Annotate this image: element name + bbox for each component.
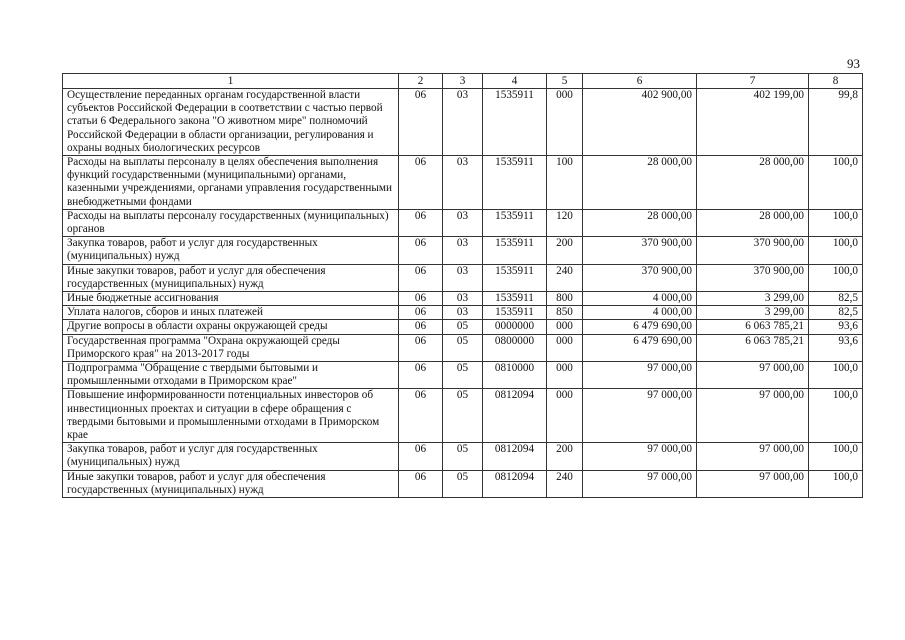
column-header: 7 [697, 74, 809, 89]
section-code-cell: 06 [399, 156, 443, 210]
executed-amount-cell: 370 900,00 [697, 264, 809, 291]
subsection-code-cell: 05 [443, 389, 483, 443]
target-item-code-cell: 1535911 [483, 156, 547, 210]
target-item-code-cell: 1535911 [483, 292, 547, 306]
expense-type-code-cell: 000 [547, 334, 583, 361]
subsection-code-cell: 03 [443, 292, 483, 306]
planned-amount-cell: 6 479 690,00 [583, 320, 697, 334]
section-code-cell: 06 [399, 362, 443, 389]
section-code-cell: 06 [399, 209, 443, 236]
item-name-cell: Государственная программа "Охрана окружающей среды Приморского края" на 2013-2017 годы [63, 334, 399, 361]
execution-percent-cell: 93,6 [809, 334, 863, 361]
table-row [63, 156, 863, 210]
table-row [63, 320, 863, 334]
subsection-code-cell: 03 [443, 209, 483, 236]
target-item-code-cell: 0000000 [483, 320, 547, 334]
executed-amount-cell: 97 000,00 [697, 362, 809, 389]
target-item-code-cell: 0812094 [483, 443, 547, 470]
subsection-code-cell: 03 [443, 237, 483, 264]
expense-type-code-cell: 000 [547, 362, 583, 389]
planned-amount-cell: 370 900,00 [583, 264, 697, 291]
target-item-code-cell: 1535911 [483, 306, 547, 320]
expense-type-code-cell: 000 [547, 320, 583, 334]
column-header: 4 [483, 74, 547, 89]
executed-amount-cell: 370 900,00 [697, 237, 809, 264]
planned-amount-cell: 97 000,00 [583, 443, 697, 470]
item-name-cell: Расходы на выплаты персоналу в целях обеспечения выполнения функций государственными (муниципальными) органами, казенными учреждениями, органами управления государственными внебюджетными фондами [63, 156, 399, 210]
column-header: 1 [63, 74, 399, 89]
planned-amount-cell: 4 000,00 [583, 306, 697, 320]
table-row [63, 334, 863, 361]
planned-amount-cell: 97 000,00 [583, 362, 697, 389]
subsection-code-cell: 03 [443, 156, 483, 210]
target-item-code-cell: 1535911 [483, 264, 547, 291]
table-row [63, 292, 863, 306]
expense-type-code-cell: 000 [547, 389, 583, 443]
target-item-code-cell: 1535911 [483, 237, 547, 264]
target-item-code-cell: 1535911 [483, 209, 547, 236]
execution-percent-cell: 100,0 [809, 470, 863, 497]
subsection-code-cell: 05 [443, 362, 483, 389]
subsection-code-cell: 05 [443, 443, 483, 470]
expense-type-code-cell: 240 [547, 470, 583, 497]
item-name-cell: Осуществление переданных органам государственной власти субъектов Российской Федерации в соответствии с частью первой статьи 6 Федерального закона "О животном мире" полномочий Российской Федерации в области организации, регулирования и охраны водных биологических ресурсов [63, 89, 399, 156]
executed-amount-cell: 97 000,00 [697, 389, 809, 443]
execution-percent-cell: 100,0 [809, 264, 863, 291]
table-header-row [63, 74, 863, 89]
execution-percent-cell: 93,6 [809, 320, 863, 334]
table-row [63, 209, 863, 236]
subsection-code-cell: 03 [443, 89, 483, 156]
planned-amount-cell: 370 900,00 [583, 237, 697, 264]
item-name-cell: Подпрограмма "Обращение с твердыми бытовыми и промышленными отходами в Приморском крае" [63, 362, 399, 389]
item-name-cell: Уплата налогов, сборов и иных платежей [63, 306, 399, 320]
execution-percent-cell: 100,0 [809, 209, 863, 236]
expense-type-code-cell: 200 [547, 237, 583, 264]
executed-amount-cell: 28 000,00 [697, 209, 809, 236]
execution-percent-cell: 99,8 [809, 89, 863, 156]
item-name-cell: Иные бюджетные ассигнования [63, 292, 399, 306]
section-code-cell: 06 [399, 443, 443, 470]
target-item-code-cell: 0812094 [483, 389, 547, 443]
column-header: 5 [547, 74, 583, 89]
expense-type-code-cell: 120 [547, 209, 583, 236]
expense-type-code-cell: 100 [547, 156, 583, 210]
table-row [63, 89, 863, 156]
column-header: 8 [809, 74, 863, 89]
planned-amount-cell: 97 000,00 [583, 470, 697, 497]
section-code-cell: 06 [399, 237, 443, 264]
target-item-code-cell: 0800000 [483, 334, 547, 361]
table-row [63, 237, 863, 264]
subsection-code-cell: 05 [443, 334, 483, 361]
item-name-cell: Расходы на выплаты персоналу государственных (муниципальных) органов [63, 209, 399, 236]
section-code-cell: 06 [399, 89, 443, 156]
execution-percent-cell: 100,0 [809, 156, 863, 210]
section-code-cell: 06 [399, 306, 443, 320]
planned-amount-cell: 402 900,00 [583, 89, 697, 156]
column-header: 3 [443, 74, 483, 89]
table-row [63, 470, 863, 497]
executed-amount-cell: 97 000,00 [697, 470, 809, 497]
execution-percent-cell: 82,5 [809, 306, 863, 320]
execution-percent-cell: 100,0 [809, 237, 863, 264]
expense-type-code-cell: 800 [547, 292, 583, 306]
execution-percent-cell: 100,0 [809, 362, 863, 389]
section-code-cell: 06 [399, 389, 443, 443]
section-code-cell: 06 [399, 470, 443, 497]
planned-amount-cell: 28 000,00 [583, 156, 697, 210]
subsection-code-cell: 05 [443, 320, 483, 334]
expense-type-code-cell: 000 [547, 89, 583, 156]
target-item-code-cell: 0812094 [483, 470, 547, 497]
section-code-cell: 06 [399, 292, 443, 306]
executed-amount-cell: 3 299,00 [697, 306, 809, 320]
execution-percent-cell: 82,5 [809, 292, 863, 306]
item-name-cell: Другие вопросы в области охраны окружающей среды [63, 320, 399, 334]
section-code-cell: 06 [399, 334, 443, 361]
item-name-cell: Закупка товаров, работ и услуг для государственных (муниципальных) нужд [63, 237, 399, 264]
item-name-cell: Иные закупки товаров, работ и услуг для обеспечения государственных (муниципальных) нужд [63, 264, 399, 291]
planned-amount-cell: 4 000,00 [583, 292, 697, 306]
table-row [63, 264, 863, 291]
table-row [63, 443, 863, 470]
expense-type-code-cell: 850 [547, 306, 583, 320]
section-code-cell: 06 [399, 320, 443, 334]
executed-amount-cell: 402 199,00 [697, 89, 809, 156]
executed-amount-cell: 28 000,00 [697, 156, 809, 210]
subsection-code-cell: 03 [443, 306, 483, 320]
execution-percent-cell: 100,0 [809, 443, 863, 470]
execution-percent-cell: 100,0 [809, 389, 863, 443]
page-number: 93 [847, 56, 860, 71]
expense-type-code-cell: 240 [547, 264, 583, 291]
budget-table [62, 73, 863, 498]
executed-amount-cell: 97 000,00 [697, 443, 809, 470]
column-header: 6 [583, 74, 697, 89]
item-name-cell: Закупка товаров, работ и услуг для государственных (муниципальных) нужд [63, 443, 399, 470]
expense-type-code-cell: 200 [547, 443, 583, 470]
subsection-code-cell: 03 [443, 264, 483, 291]
table-row [63, 306, 863, 320]
planned-amount-cell: 6 479 690,00 [583, 334, 697, 361]
executed-amount-cell: 3 299,00 [697, 292, 809, 306]
section-code-cell: 06 [399, 264, 443, 291]
target-item-code-cell: 0810000 [483, 362, 547, 389]
planned-amount-cell: 97 000,00 [583, 389, 697, 443]
subsection-code-cell: 05 [443, 470, 483, 497]
target-item-code-cell: 1535911 [483, 89, 547, 156]
table-row [63, 362, 863, 389]
table-row [63, 389, 863, 443]
item-name-cell: Повышение информированности потенциальных инвесторов об инвестиционных проектах и ситуации в сфере обращения с твердыми бытовыми и промышленными отходами в Приморском крае [63, 389, 399, 443]
executed-amount-cell: 6 063 785,21 [697, 320, 809, 334]
item-name-cell: Иные закупки товаров, работ и услуг для обеспечения государственных (муниципальных) нужд [63, 470, 399, 497]
column-header: 2 [399, 74, 443, 89]
planned-amount-cell: 28 000,00 [583, 209, 697, 236]
executed-amount-cell: 6 063 785,21 [697, 334, 809, 361]
